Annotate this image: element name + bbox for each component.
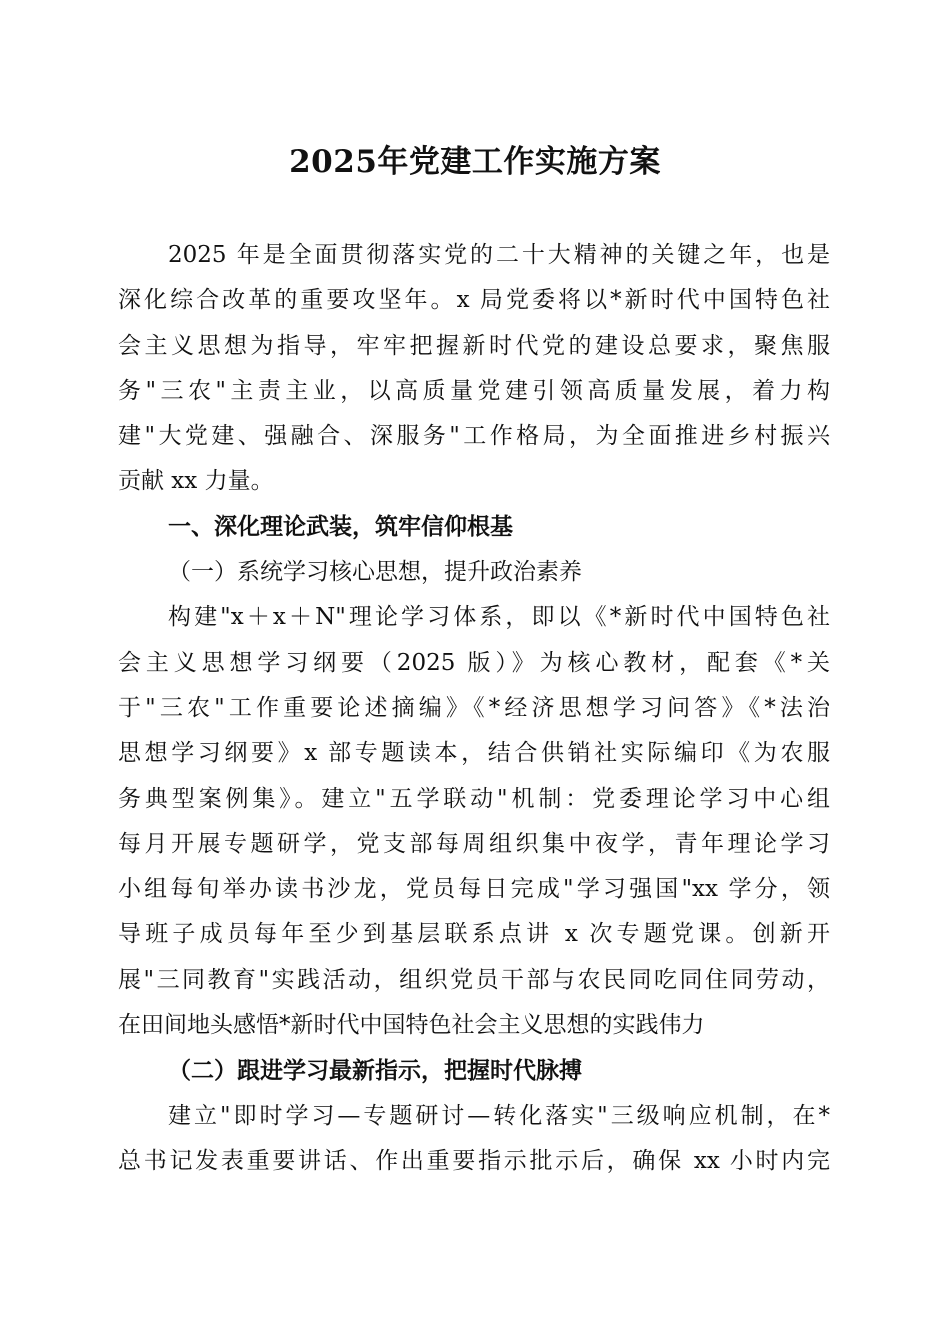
- paragraph-line: 小组每旬举办读书沙龙，党员每日完成"学习强国"xx 学分，领: [118, 876, 830, 903]
- paragraph-line: 贡献 xx 力量。: [118, 468, 274, 495]
- document-body: [118, 233, 830, 1184]
- paragraph-line: 每月开展专题研学，党支部每周组织集中夜学，青年理论学习: [118, 830, 830, 857]
- paragraph-line: 会主义思想学习纲要（2025 版）》为核心教材，配套《*关: [118, 649, 830, 676]
- subsection-heading: （二）跟进学习最新指示，把握时代脉搏: [168, 1057, 582, 1085]
- paragraph-line: 导班子成员每年至少到基层联系点讲 x 次专题党课。创新开: [118, 921, 830, 948]
- paragraph-line: 在田间地头感悟*新时代中国特色社会主义思想的实践伟力: [118, 1012, 705, 1039]
- paragraph-line: 务典型案例集》。建立"五学联动"机制：党委理论学习中心组: [118, 785, 830, 812]
- paragraph-line: 总书记发表重要讲话、作出重要指示批示后，确保 xx 小时内完: [118, 1147, 830, 1174]
- document-title: 2025年党建工作实施方案: [289, 144, 661, 180]
- paragraph-line: 思想学习纲要》x 部专题读本，结合供销社实际编印《为农服: [118, 740, 830, 767]
- subsection-heading: （一）系统学习核心思想，提升政治素养: [168, 559, 582, 586]
- section-heading: 一、深化理论武装，筑牢信仰根基: [168, 513, 513, 540]
- paragraph-line: 于"三农"工作重要论述摘编》《*经济思想学习问答》《*法治: [118, 694, 830, 721]
- paragraph-line: 建立"即时学习—专题研讨—转化落实"三级响应机制，在*: [168, 1102, 830, 1129]
- paragraph-line: 会主义思想为指导，牢牢把握新时代党的建设总要求，聚焦服: [118, 332, 830, 359]
- paragraph-line: 展"三同教育"实践活动，组织党员干部与农民同吃同住同劳动，: [118, 966, 830, 993]
- paragraph-line: 务"三农"主责主业，以高质量党建引领高质量发展，着力构: [118, 377, 830, 404]
- paragraph-line: 建"大党建、强融合、深服务"工作格局，为全面推进乡村振兴: [118, 423, 830, 450]
- paragraph-line: 2025 年是全面贯彻落实党的二十大精神的关键之年，也是: [168, 242, 830, 268]
- paragraph-line: 构建"x＋x＋N"理论学习体系，即以《*新时代中国特色社: [168, 604, 830, 631]
- paragraph-line: 深化综合改革的重要攻坚年。x 局党委将以*新时代中国特色社: [118, 287, 830, 314]
